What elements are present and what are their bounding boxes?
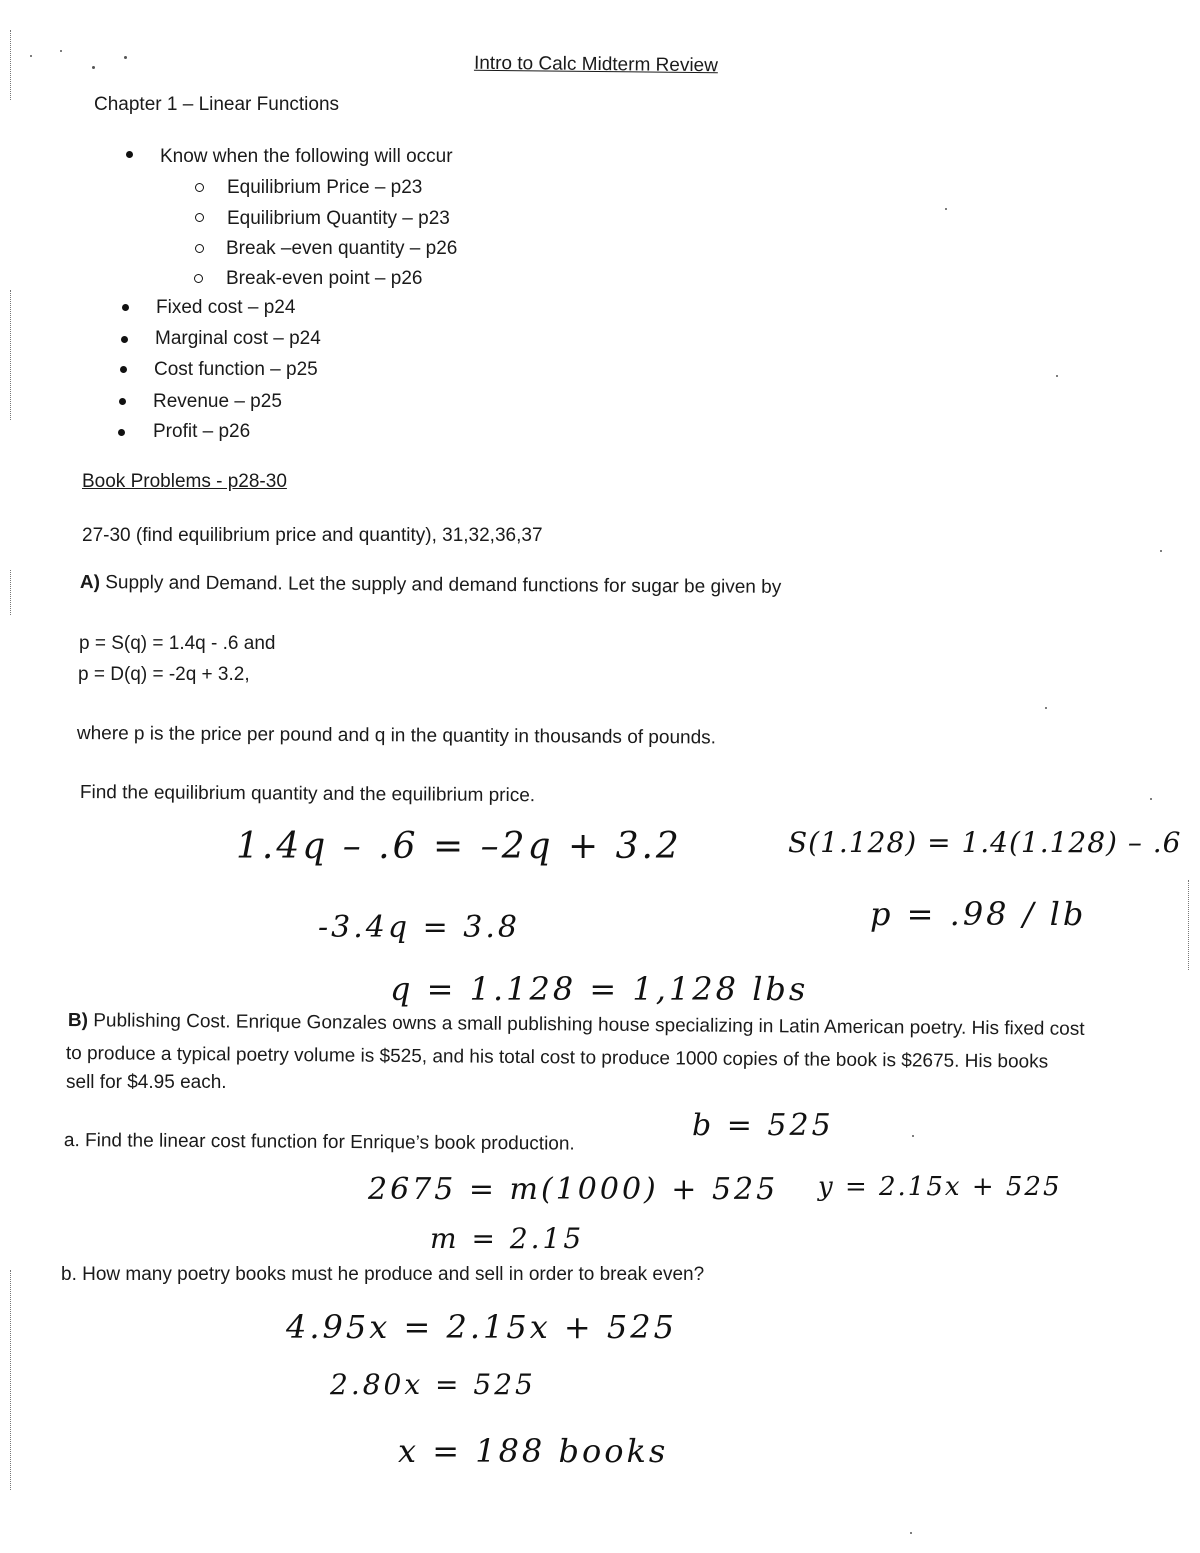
chapter-heading: Chapter 1 – Linear Functions: [94, 94, 340, 115]
problem-b-part-b: b. How many poetry books must he produce and sell in order to break even?: [61, 1264, 705, 1285]
sub-item: Break-even point – p26: [226, 268, 423, 289]
handwritten-equation: q = 1.128 = 1,128 lbs: [390, 970, 809, 1008]
scan-edge-mark: [10, 290, 12, 420]
scan-speck: [30, 55, 32, 57]
problem-b-text: Publishing Cost. Enrique Gonzales owns a small publishing house specializing in Latin American poetry. His fixed cost: [93, 1010, 1085, 1040]
problem-b-part-a: a. Find the linear cost function for Enrique’s book production.: [63, 1130, 575, 1155]
demand-equation: p = D(q) = -2q + 3.2,: [78, 664, 250, 685]
scan-edge-mark: [10, 30, 12, 100]
sub-bullet: [195, 244, 204, 253]
problem-a-question: Find the equilibrium quantity and the equilibrium price.: [79, 782, 536, 807]
scan-speck: [1160, 550, 1162, 552]
handwritten-slope: m = 2.15: [430, 1222, 585, 1255]
bullet-dot: [118, 429, 125, 436]
problem-b-line: to produce a typical poetry volume is $525, and his total cost to produce 1000 copies of the book is $2675. His books: [65, 1043, 1049, 1073]
problem-a-label: A): [79, 572, 101, 594]
scan-speck: [124, 56, 127, 59]
sub-item: Equilibrium Price – p23: [227, 177, 423, 198]
scan-speck: [60, 50, 62, 52]
bullet-item: Fixed cost – p24: [156, 297, 296, 318]
handwritten-equation: 2675 = m(1000) + 525: [368, 1172, 779, 1207]
problem-b-label: B): [67, 1010, 89, 1032]
sub-item: Equilibrium Quantity – p23: [227, 208, 450, 229]
scan-edge-mark: [1188, 880, 1190, 970]
handwritten-answer: p = .98 / lb: [870, 895, 1087, 933]
bullet-item: Revenue – p25: [153, 391, 282, 412]
sub-item: Break –even quantity – p26: [226, 238, 458, 259]
scan-speck: [92, 66, 95, 69]
bullet-item: Marginal cost – p24: [155, 328, 321, 349]
variable-definition: where p is the price per pound and q in the quantity in thousands of pounds.: [76, 723, 717, 749]
bullet-dot: [120, 366, 127, 373]
know-heading: Know when the following will occur: [160, 146, 453, 167]
handwritten-answer: x = 188 books: [398, 1432, 669, 1470]
scan-speck: [912, 1135, 914, 1137]
sub-bullet: [194, 274, 203, 283]
scan-edge-mark: [10, 1270, 12, 1490]
scan-speck: [945, 208, 947, 210]
bullet-dot: [126, 151, 133, 158]
problem-b-line: [68, 1010, 1085, 1041]
scan-speck: [1150, 798, 1152, 800]
bullet-dot: [122, 304, 129, 311]
sub-bullet: [195, 213, 204, 222]
handwritten-equation: 2.80x = 525: [330, 1368, 536, 1401]
handwritten-cost-function: y = 2.15x + 525: [818, 1172, 1062, 1202]
bullet-item: Profit – p26: [153, 421, 251, 442]
bullet-dot: [119, 398, 126, 405]
supply-equation: p = S(q) = 1.4q - .6 and: [79, 633, 276, 654]
scan-speck: [1056, 375, 1058, 377]
bullet-item: Cost function – p25: [154, 359, 318, 380]
scan-speck: [910, 1532, 912, 1534]
problem-a-text: Supply and Demand. Let the supply and demand functions for sugar be given by: [105, 572, 782, 598]
sub-bullet: [195, 183, 204, 192]
problem-a-intro: [80, 572, 781, 599]
handwritten-equation: 4.95x = 2.15x + 525: [286, 1308, 677, 1346]
handwritten-intercept: b = 525: [692, 1108, 834, 1143]
handwritten-check: S(1.128) = 1.4(1.128) – .6: [788, 826, 1182, 859]
scan-edge-mark: [10, 570, 12, 615]
book-problems-list: 27-30 (find equilibrium price and quantity), 31,32,36,37: [82, 525, 543, 546]
handwritten-equation: -3.4q = 3.8: [318, 910, 520, 945]
book-problems-heading: Book Problems - p28-30: [82, 471, 287, 492]
bullet-dot: [121, 336, 128, 343]
problem-b-line: sell for $4.95 each.: [66, 1072, 227, 1093]
handwritten-equation: 1.4q – .6 = –2q + 3.2: [236, 826, 682, 867]
scan-speck: [1045, 707, 1047, 709]
page-title: Intro to Calc Midterm Review: [473, 52, 719, 77]
